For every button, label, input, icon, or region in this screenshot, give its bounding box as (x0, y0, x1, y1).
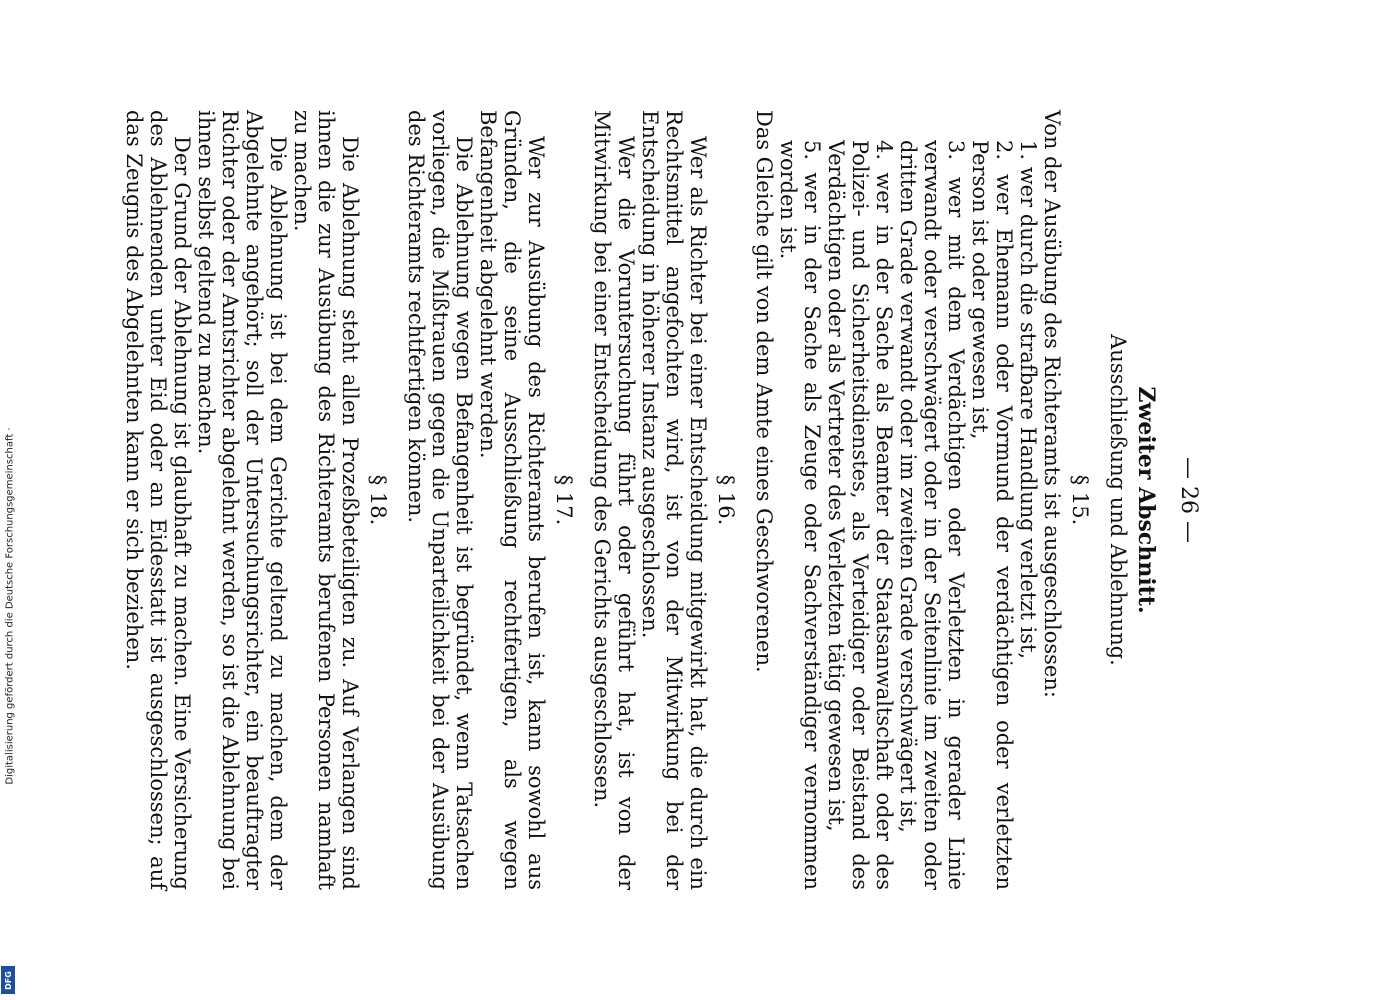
page-number: — 26 — (1176, 457, 1201, 543)
section-18-paragraph: Die Ablehnung steht allen Prozeßbeteiligten zu. Auf Verlangen sind ihnen die zur Ausübung des Richteramts berufenen Personen namhaft zu machen. (290, 110, 362, 890)
section-16-paragraph: Wer als Richter bei einer Entscheidung mitgewirkt hat, die durch ein Rechtsmittel angefochten wird, ist von der Mitwirkung bei der Entscheidung in höherer Instanz ausgeschlossen. (638, 110, 710, 890)
dfg-credit-text: Digitalisierung gefördert durch die Deutsche Forschungsgemeinschaft · (4, 427, 16, 785)
section-15-closing: Das Gleiche gilt von dem Amte eines Geschworenen. (752, 110, 776, 673)
section-15-intro: Von der Ausübung des Richteramts ist ausgeschlossen: (1040, 110, 1064, 698)
section-16-heading: § 16. (714, 474, 738, 526)
section-15-item: 2. wer Ehemann oder Vormund der verdächtigen oder verletzten Person ist oder gewesen ist, (968, 140, 1016, 890)
section-18-paragraph: Der Grund der Ablehnung ist glaubhaft zu machen. Eine Versicherung des Ablehnenden unter Eid oder an Eidesstatt ist ausgeschlossen; auf das Zeugnis des Abgelehnten kann er sich beziehen. (122, 110, 194, 890)
chapter-subtitle: Ausschließung und Ablehnung. (1106, 334, 1130, 666)
section-15-item: 3. wer mit dem Verdächtigen oder Verletzten in gerader Linie verwandt oder verschwägert oder in der Seitenlinie im zweiten oder dritten Grade verwandt oder im zweiten Grade verschwägert ist, (896, 140, 968, 890)
scanned-page (100, 70, 1220, 930)
chapter-title: Zweiter Abschnitt. (1133, 386, 1159, 614)
digitization-credit-bar (0, 0, 18, 1000)
section-15-list (776, 110, 1040, 890)
section-15-item: 4. wer in der Sache als Beamter der Staatsanwaltschaft oder des Polizei- und Sicherheitsdienstes, als Verteidiger oder Beistand des Verdächtigen oder als Vertreter des Verletzten tätig gewesen ist, (824, 140, 896, 890)
section-18-paragraph: Die Ablehnung ist bei dem Gerichte geltend zu machen, dem der Abgelehnte angehört; soll der Untersuchungsrichter, ein beauftragter Richter oder der Amtsrichter abgelehnt werden, so ist die Ablehnung bei ihnen selbst geltend zu machen. (194, 110, 290, 890)
section-17-paragraph: Die Ablehnung wegen Befangenheit ist begründet, wenn Tatsachen vorliegen, die Mißtrauen gegen die Unparteilichkeit bei der Ausübung des Richteramts rechtfertigen können. (404, 110, 476, 890)
section-15-item: 5. wer in der Sache als Zeuge oder Sachverständiger vernommen worden ist. (776, 140, 824, 890)
section-17-paragraph: Wer zur Ausübung des Richteramts berufen ist, kann sowohl aus Gründen, die seine Ausschließung rechtfertigen, als wegen Befangenheit abgelehnt werden. (476, 110, 548, 890)
section-16-paragraph: Wer die Voruntersuchung führt oder geführt hat, ist von der Mitwirkung bei einer Entscheidung des Gerichts ausgeschlossen. (590, 110, 638, 890)
section-18-heading: § 18. (366, 474, 390, 526)
dfg-logo-text: DFG (3, 970, 13, 990)
section-17-heading: § 17. (552, 474, 576, 526)
dfg-logo (1, 966, 15, 994)
section-15-item: 1. wer durch die strafbare Handlung verletzt ist, (1016, 140, 1040, 660)
section-15-heading: § 15. (1068, 474, 1092, 526)
